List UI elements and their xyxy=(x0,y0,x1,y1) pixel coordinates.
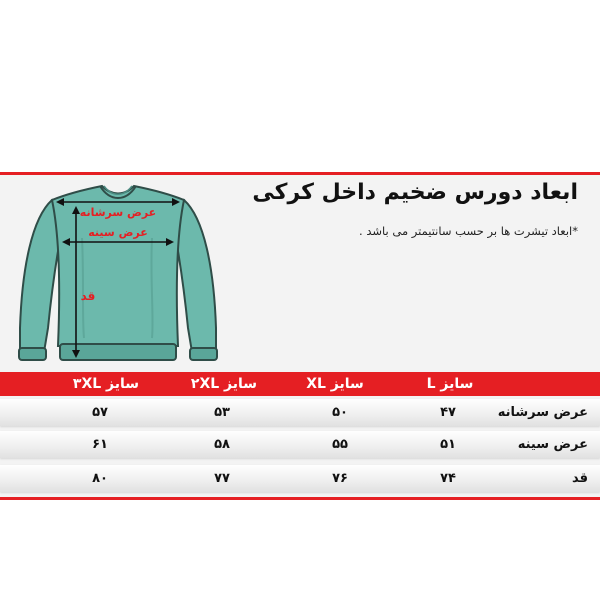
cell-value: ۷۴ xyxy=(440,471,456,486)
column-header-3xl: سایز ۳XL xyxy=(72,376,140,392)
table-row xyxy=(0,399,600,426)
cell-value: ۵۸ xyxy=(214,437,230,452)
table-row xyxy=(0,431,600,458)
units-note: *ابعاد تیشرت ها بر حسب سانتیمتر می باشد . xyxy=(359,224,578,238)
table-header xyxy=(0,372,600,396)
cell-value: ۵۳ xyxy=(214,405,230,420)
page-title: ابعاد دورس ضخیم داخل کرکی xyxy=(252,180,578,205)
row-label-shoulder: عرض سرشانه xyxy=(497,405,588,420)
column-header-xl: سایز XL xyxy=(306,376,364,392)
chest-width-label: عرض سینه xyxy=(88,226,148,239)
cell-value: ۷۶ xyxy=(332,471,348,486)
row-label-chest: عرض سینه xyxy=(517,437,588,452)
column-header-2xl: سایز ۲XL xyxy=(190,376,258,392)
cell-value: ۷۷ xyxy=(214,471,230,486)
row-label-length: قد xyxy=(571,471,588,486)
cell-value: ۴۷ xyxy=(440,405,456,420)
shoulder-width-label: عرض سرشانه xyxy=(79,206,157,219)
cell-value: ۶۱ xyxy=(92,437,108,452)
table-row xyxy=(0,465,600,492)
length-label: قد xyxy=(80,289,96,303)
cell-value: ۵۱ xyxy=(440,437,456,452)
cell-value: ۸۰ xyxy=(92,471,108,486)
cell-value: ۵۷ xyxy=(92,405,108,420)
column-header-l: سایز L xyxy=(426,376,474,392)
cell-value: ۵۰ xyxy=(332,405,348,420)
sweatshirt-illustration xyxy=(12,178,222,373)
cell-value: ۵۵ xyxy=(332,437,348,452)
